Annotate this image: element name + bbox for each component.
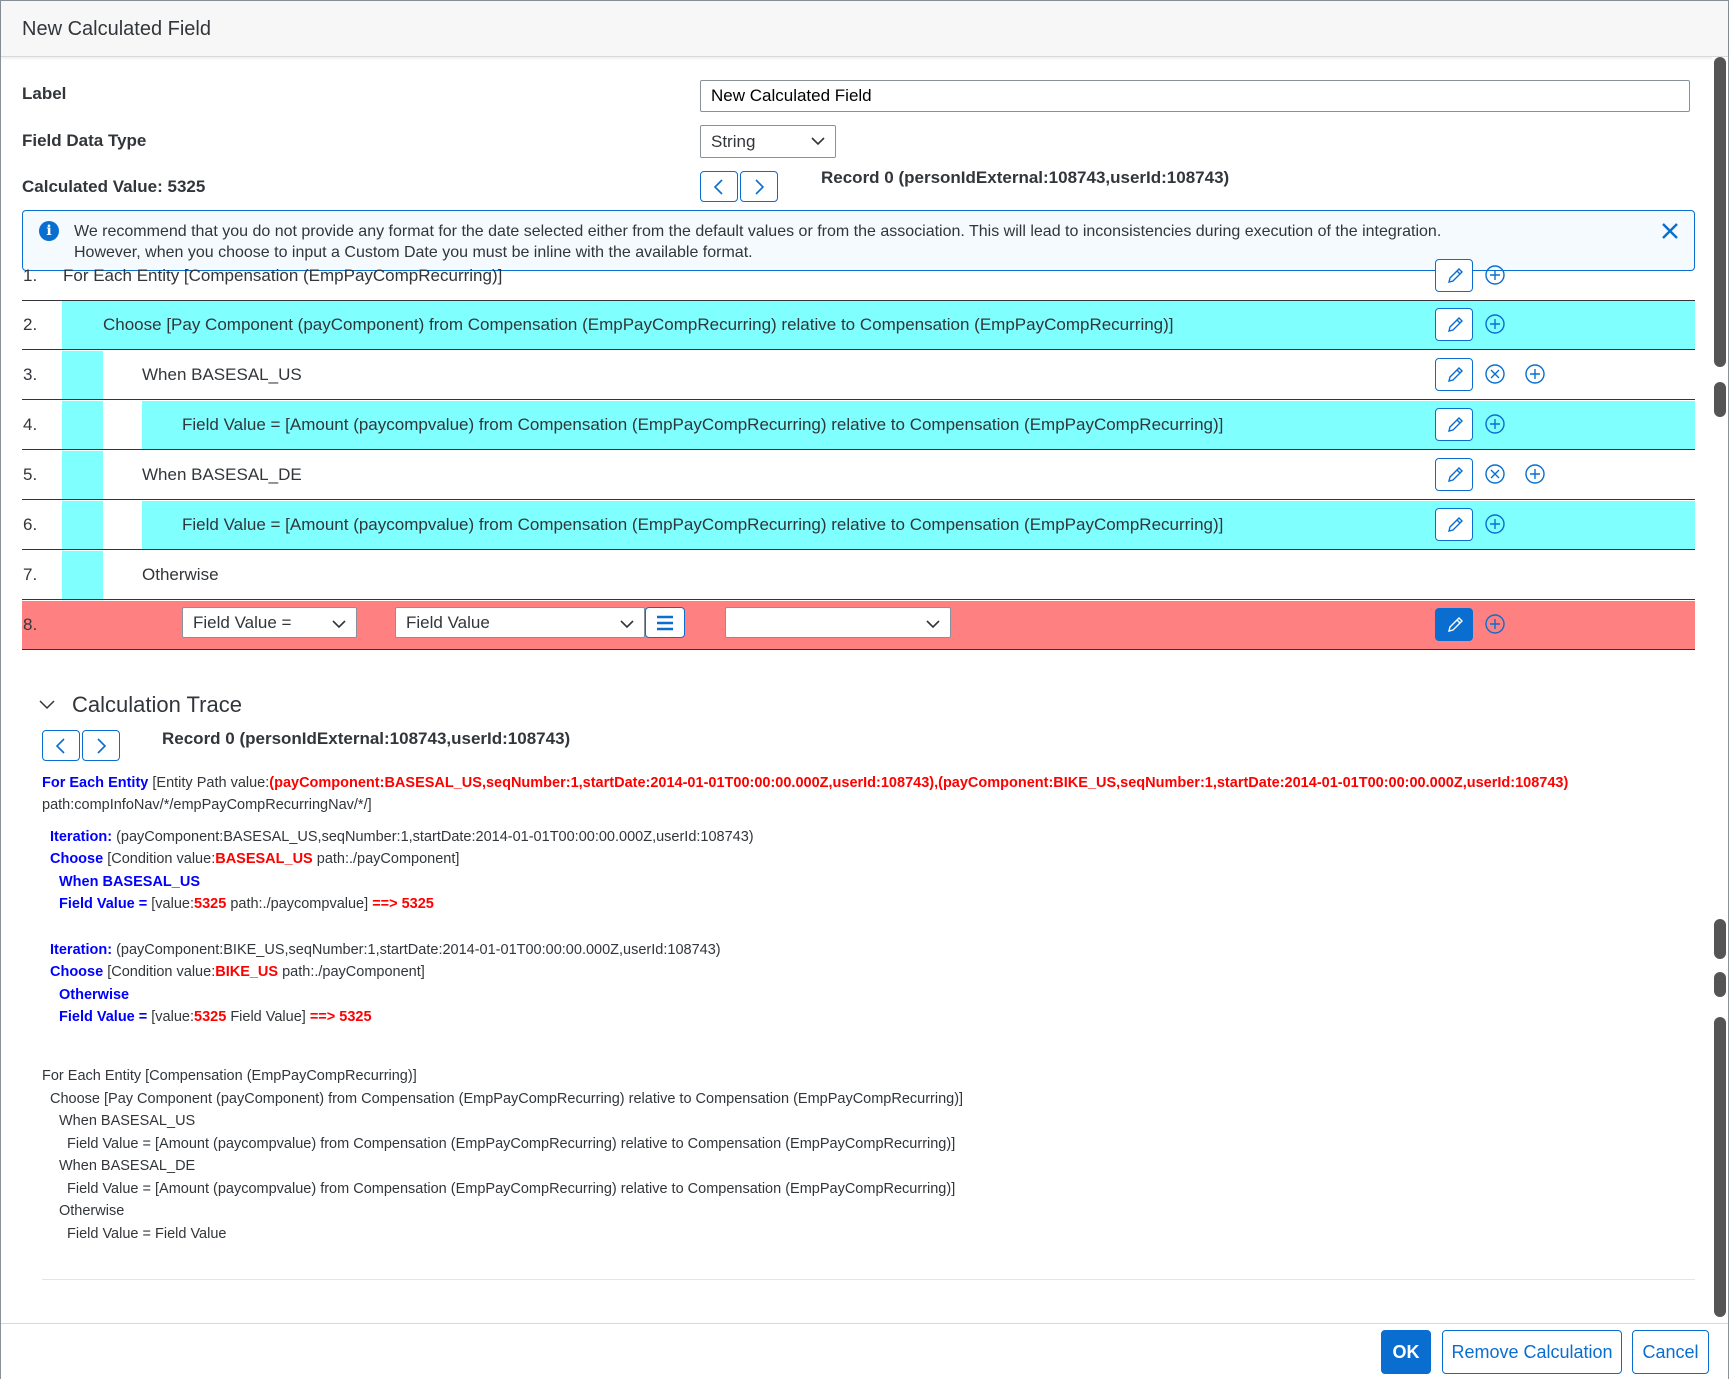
add-button[interactable] (1484, 264, 1506, 286)
add-button[interactable] (1484, 613, 1506, 635)
nested-block-indicator (62, 351, 103, 399)
add-circle-icon (1524, 472, 1546, 489)
value-help-button[interactable] (645, 607, 685, 638)
dialog-footer (1, 1323, 1728, 1380)
add-circle-icon (1524, 372, 1546, 389)
chevron-right-icon (94, 738, 108, 754)
nested-block-indicator (62, 401, 103, 449)
chevron-down-icon[interactable] (39, 700, 55, 710)
rule-text: Field Value = [Amount (paycompvalue) from Compensation (EmpPayCompRecurring) relative to Compensation (EmpPayCompRecurring)] (182, 415, 1224, 434)
rule-row[interactable] (22, 451, 1695, 500)
rule-row[interactable] (22, 551, 1695, 600)
chevron-down-icon (926, 616, 940, 630)
datatype-value: String (711, 132, 756, 151)
add-button[interactable] (1484, 513, 1506, 535)
info-icon: i (39, 221, 59, 241)
add-circle-icon (1484, 422, 1506, 439)
dialog-content (1, 57, 1711, 1323)
add-circle-icon (1484, 522, 1506, 539)
add-button[interactable] (1484, 413, 1506, 435)
rule-text: For Each Entity [Compensation (EmpPayCompRecurring)] (63, 266, 503, 285)
row-number: 6. (23, 515, 38, 534)
remove-calculation-button[interactable]: Remove Calculation (1442, 1330, 1622, 1374)
operator-value: Field Value = (193, 613, 292, 632)
scrollbar-thumb-segment (1714, 972, 1726, 997)
edit-button[interactable] (1435, 508, 1473, 541)
info-line-1: We recommend that you do not provide any format for the date selected either from the default values or from the association. This will lead to inconsistencies during execution of the integration. (74, 223, 1442, 240)
cancel-button[interactable]: Cancel (1632, 1330, 1709, 1374)
trace-summary-line: Field Value = [Amount (paycompvalue) from Compensation (EmpPayCompRecurring) relative to Compensation (EmpPayCompRecurring)] (67, 1180, 956, 1197)
close-circle-icon (1484, 472, 1506, 489)
menu-icon (656, 615, 674, 631)
edit-button[interactable] (1435, 408, 1473, 441)
scrollbar-thumb-segment (1714, 919, 1726, 959)
rule-row[interactable] (22, 601, 1695, 650)
add-button[interactable] (1484, 313, 1506, 335)
row-number: 1. (23, 266, 38, 285)
dialog-header (1, 1, 1728, 57)
row-number: 5. (23, 465, 38, 484)
trace-summary-line: For Each Entity [Compensation (EmpPayCompRecurring)] (42, 1068, 417, 1084)
row-number: 7. (23, 565, 38, 584)
edit-button[interactable] (1435, 358, 1473, 391)
chevron-left-icon (712, 179, 726, 195)
add-circle-icon (1484, 273, 1506, 290)
trace-summary-line: Field Value = Field Value (67, 1225, 227, 1242)
trace-summary-line: Choose [Pay Component (payComponent) from Compensation (EmpPayCompRecurring) relative to Compensation (EmpPayCompRecurring)] (50, 1090, 964, 1107)
trace-summary-line: Otherwise (59, 1203, 125, 1219)
divider (42, 1279, 1695, 1280)
datatype-caption: Field Data Type (22, 131, 147, 150)
scrollbar-thumb[interactable] (1714, 57, 1726, 367)
rule-text: When BASESAL_DE (142, 465, 302, 484)
row-number: 2. (23, 315, 38, 334)
trace-iteration: Iteration: (payComponent:BASESAL_US,seqNumber:1,startDate:2014-01-01T00:00:00.000Z,userId:108743) (50, 829, 754, 845)
source-value: Field Value (406, 613, 490, 632)
trace-branch: Otherwise (59, 987, 130, 1003)
trace-iteration: Iteration: (payComponent:BIKE_US,seqNumber:1,startDate:2014-01-01T00:00:00.000Z,userId:108743) (50, 942, 721, 958)
vertical-scrollbar[interactable] (1712, 57, 1728, 1323)
row-number: 3. (23, 365, 38, 384)
chevron-down-icon (811, 134, 825, 148)
nested-block-indicator (62, 501, 103, 549)
record-next-button[interactable] (740, 171, 778, 202)
field-value-source-select[interactable] (395, 607, 645, 638)
info-line-2: However, when you choose to input a Custom Date you must be inline with the available format. (74, 244, 753, 261)
trace-prev-button[interactable] (42, 730, 80, 761)
trace-field-value: Field Value = [value:5325 path:./paycompvalue] ==> 5325 (59, 896, 434, 912)
trace-field-value: Field Value = [value:5325 Field Value] ==> 5325 (59, 1009, 372, 1025)
scrollbar-thumb-segment (1714, 1017, 1726, 1317)
rule-row[interactable] (22, 401, 1695, 450)
edit-button[interactable] (1435, 308, 1473, 341)
calculation-trace-title[interactable]: Calculation Trace (72, 692, 242, 717)
trace-choose: Choose [Condition value:BIKE_US path:./payComponent] (50, 964, 425, 980)
field-selector-select[interactable] (725, 607, 951, 638)
rule-row[interactable] (22, 301, 1695, 350)
delete-button[interactable] (1484, 463, 1506, 485)
trace-for-each: For Each Entity [Entity Path value:(payComponent:BASESAL_US,seqNumber:1,startDate:2014-01-01T00:00:00.000Z,userId:108743),(payComponent:BIKE_US,seqNumber:1,startDate:2014-01-01T00:00:00.000Z,userId:108743) (42, 775, 1569, 791)
rule-text: Field Value = [Amount (paycompvalue) from Compensation (EmpPayCompRecurring) relative to Compensation (EmpPayCompRecurring)] (182, 515, 1224, 534)
record-prev-button[interactable] (700, 171, 738, 202)
chevron-right-icon (752, 179, 766, 195)
field-value-operator-select[interactable] (182, 607, 357, 638)
row-number: 4. (23, 415, 38, 434)
chevron-down-icon (332, 616, 346, 630)
add-button[interactable] (1524, 463, 1546, 485)
dialog-title: New Calculated Field (22, 18, 211, 40)
trace-summary-line: When BASESAL_US (59, 1113, 196, 1129)
add-circle-icon (1484, 622, 1506, 639)
nested-block-indicator (62, 451, 103, 499)
rule-row[interactable] (22, 252, 1695, 301)
rule-text: Otherwise (142, 565, 219, 584)
add-circle-icon (1484, 322, 1506, 339)
row-number: 8. (23, 615, 38, 634)
close-circle-icon (1484, 372, 1506, 389)
label-caption: Label (22, 84, 67, 103)
trace-for-each-path: path:compInfoNav/*/empPayCompRecurringNav/*/] (42, 797, 372, 813)
rule-row[interactable] (22, 351, 1695, 400)
trace-summary-line: Field Value = [Amount (paycompvalue) from Compensation (EmpPayCompRecurring) relative to Compensation (EmpPayCompRecurring)] (67, 1135, 956, 1152)
rule-text: Choose [Pay Component (payComponent) from Compensation (EmpPayCompRecurring) relative to Compensation (EmpPayCompRecurring)] (103, 315, 1174, 334)
edit-button[interactable] (1435, 259, 1473, 292)
trace-choose: Choose [Condition value:BASESAL_US path:./payComponent] (50, 851, 460, 867)
trace-summary-line: When BASESAL_DE (59, 1158, 196, 1174)
rule-text: When BASESAL_US (142, 365, 302, 384)
edit-button[interactable] (1435, 458, 1473, 491)
trace-branch: When BASESAL_US (59, 874, 200, 890)
chevron-down-icon (620, 616, 634, 630)
chevron-left-icon (54, 738, 68, 754)
scrollbar-thumb-segment (1714, 382, 1726, 417)
edit-button[interactable] (1435, 608, 1473, 641)
trace-next-button[interactable] (82, 730, 120, 761)
close-icon[interactable] (1659, 220, 1681, 242)
delete-button[interactable] (1484, 363, 1506, 385)
add-button[interactable] (1524, 363, 1546, 385)
nested-block-indicator (62, 551, 103, 599)
calculated-value: Calculated Value: 5325 (22, 177, 206, 196)
label-input[interactable] (700, 80, 1690, 112)
datatype-select[interactable] (700, 125, 836, 158)
ok-button[interactable]: OK (1381, 1330, 1431, 1374)
record-label: Record 0 (personIdExternal:108743,userId:108743) (821, 168, 1230, 187)
rule-row[interactable] (22, 501, 1695, 550)
trace-record-label: Record 0 (personIdExternal:108743,userId:108743) (162, 729, 571, 748)
